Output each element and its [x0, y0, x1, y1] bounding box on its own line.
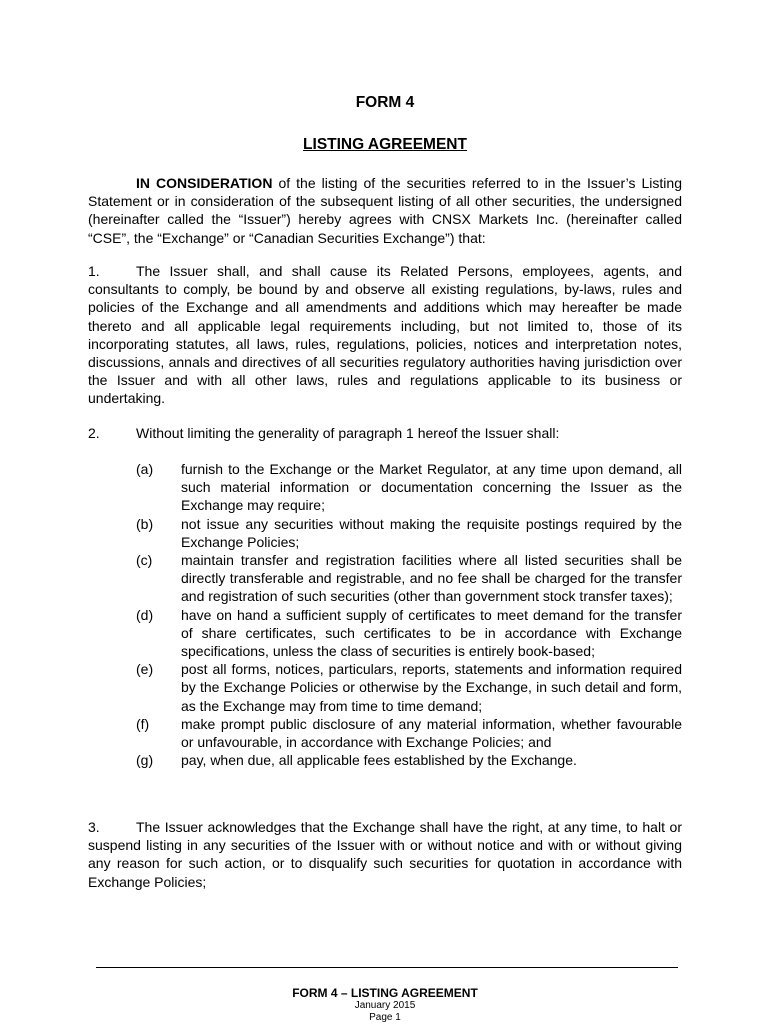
list-item-text: furnish to the Exchange or the Market Regulator, at any time upon demand, all such material information or documentation concerning the Issuer as the Exchange may require;: [181, 461, 682, 514]
list-item-label: (c): [136, 552, 153, 569]
intro-text: of the listing of the securities referred to in the Issuer’s Listing Statement or in consideration of the subsequent listing of all other securities, the undersigned (hereinafter called the “Issuer”) hereby agrees with CNSX Markets Inc. (hereinafter called “CSE”, the “Exchange” or “Canadian Securities Exchange”) that:: [88, 175, 682, 246]
list-item-text: post all forms, notices, particulars, reports, statements and information required by the Exchange Policies or otherwise by the Exchange, in such detail and form, as the Exchange may from time to time demand;: [181, 661, 682, 714]
list-item-label: (d): [136, 606, 154, 623]
list-item: [136, 660, 682, 715]
footer-divider: [96, 967, 678, 968]
list-item-text: pay, when due, all applicable fees established by the Exchange.: [181, 752, 577, 769]
footer-title: FORM 4 – LISTING AGREEMENT: [292, 986, 478, 1000]
list-item-text: not issue any securities without making the requisite postings required by the Exchange Policies;: [181, 515, 682, 550]
paragraph-number: 1.: [88, 263, 100, 279]
list-item: [136, 515, 682, 551]
list-item-label: (a): [136, 461, 154, 477]
list-item-label: (g): [136, 752, 154, 769]
page-number: Page 1: [369, 1012, 401, 1023]
list-item-text: make prompt public disclosure of any material information, whether favourable or unfavourable, in accordance with Exchange Policies; and: [181, 715, 682, 751]
paragraph-text: The Issuer acknowledges that the Exchange shall have the right, at any time, to halt or suspend listing in any securities of the Issuer with or without notice and with or without giving any reason for such action, or to disqualify such securities for quotation in accordance with Exchange Policies;: [88, 819, 682, 890]
paragraph-number: 2.: [88, 425, 100, 441]
list-item-text: maintain transfer and registration facilities where all listed securities shall be directly transferable and registrable, and no fee shall be charged for the transfer and registration of such securities (other than government stock transfer taxes);: [181, 552, 682, 605]
obligations-list: [136, 460, 682, 769]
intro-paragraph: [88, 174, 682, 247]
paragraph-3: [88, 818, 682, 891]
intro-lead: IN CONSIDERATION: [136, 175, 273, 191]
paragraph-1: [88, 262, 682, 408]
footer-date: January 2015: [354, 1000, 416, 1011]
paragraph-text: The Issuer shall, and shall cause its Related Persons, employees, agents, and consultants to comply, be bound by and observe all existing regulations, by-laws, rules and policies of the Exchange and all amendments and additions which may hereafter be made thereto and all applicable legal requirements including, but not limited to, those of its incorporating statutes, all laws, rules, regulations, policies, notices and interpretation notes, discussions, annals and directives of all securities regulatory authorities having jurisdiction over the Issuer and with all other laws, rules and regulations applicable to its business or undertaking.: [88, 263, 682, 407]
list-item-label: (e): [136, 661, 154, 678]
list-item: [136, 551, 682, 606]
paragraph-number: 3.: [88, 819, 100, 835]
paragraph-2: [88, 424, 682, 442]
list-item-text: have on hand a sufficient supply of certificates to meet demand for the transfer of share certificates, such certificates to be in accordance with Exchange specifications, unless the class of securities is entirely book-based;: [181, 606, 682, 660]
page-title: LISTING AGREEMENT: [303, 136, 467, 153]
list-item: [136, 460, 682, 515]
list-item: [136, 715, 682, 751]
list-item: [136, 751, 682, 769]
list-item: [136, 606, 682, 661]
paragraph-text: Without limiting the generality of paragraph 1 hereof the Issuer shall:: [136, 425, 560, 441]
form-label: FORM 4: [355, 94, 415, 111]
list-item-label: (b): [136, 515, 154, 532]
list-item-label: (f): [136, 715, 150, 732]
